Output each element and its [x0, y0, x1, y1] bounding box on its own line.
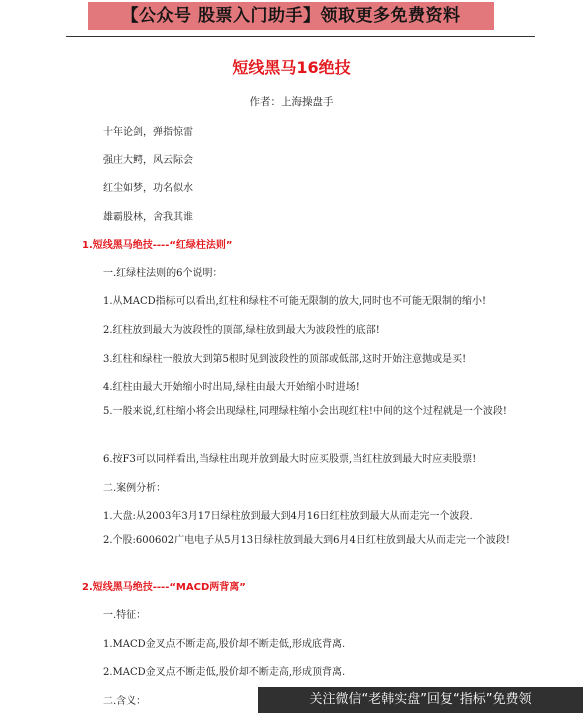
section-heading: 1.短线黑马绝技----“红绿柱法则”	[82, 240, 233, 251]
list-item: 1.从MACD指标可以看出,红柱和绿柱不可能无限制的放大,同时也不可能无限制的缩小!	[103, 296, 487, 307]
list-item: 5.一般来说,红柱缩小将会出现绿柱,同理绿柱缩小会出现红柱!中间的这个过程就是一个波段!	[103, 406, 507, 417]
document-title: 短线黑马16绝技	[232, 58, 351, 77]
poem-line: 红尘如梦，功名似水	[103, 183, 193, 194]
author-line: 作者：上海操盘手	[249, 96, 334, 108]
section-heading: 2.短线黑马绝技----“MACD两背离”	[82, 582, 246, 593]
subheading: 二.含义：	[103, 696, 147, 707]
promo-footer-bar: 关注微信“老韩实盘”回复“指标”免费领	[258, 687, 583, 713]
subheading: 二.案例分析：	[103, 483, 167, 494]
subheading: 一.红绿柱法则的6个说明：	[103, 268, 223, 279]
list-item: 1.MACD金叉点不断走高,股价却不断走低,形成底背离.	[103, 639, 346, 650]
list-item: 6.按F3可以同样看出,当绿柱出现并放到最大时应买股票,当红柱放到最大时应卖股票!	[103, 454, 477, 465]
list-item: 3.红柱和绿柱一般放大到第5根时见到波段性的顶部或低部,这时开始注意抛或是买!	[103, 354, 467, 365]
header-rule	[66, 36, 535, 37]
poem-line: 强庄大鳄，风云际会	[103, 155, 193, 166]
list-item: 1.大盘:从2003年3月17日绿柱放到最大到4月16日红柱放到最大从而走完一个波段.	[103, 511, 473, 522]
list-item: 2.MACD金叉点不断走低,股价却不断走高,形成顶背离.	[103, 667, 346, 678]
subheading: 一.特征：	[103, 610, 147, 621]
list-item: 4.红柱由最大开始缩小时出局,绿柱由最大开始缩小时进场!	[103, 382, 360, 393]
promo-banner: 【公众号 股票入门助手】领取更多免费资料	[88, 2, 494, 30]
poem-line: 雄霸股林，舍我其谁	[103, 212, 193, 223]
list-item: 2.红柱放到最大为波段性的顶部,绿柱放到最大为波段性的底部!	[103, 325, 380, 336]
poem-line: 十年论剑，弹指惊雷	[103, 127, 193, 138]
list-item: 2.个股:600602广电电子从5月13日绿柱放到最大到6月4日红柱放到最大从而走完一个波段!	[103, 535, 510, 546]
